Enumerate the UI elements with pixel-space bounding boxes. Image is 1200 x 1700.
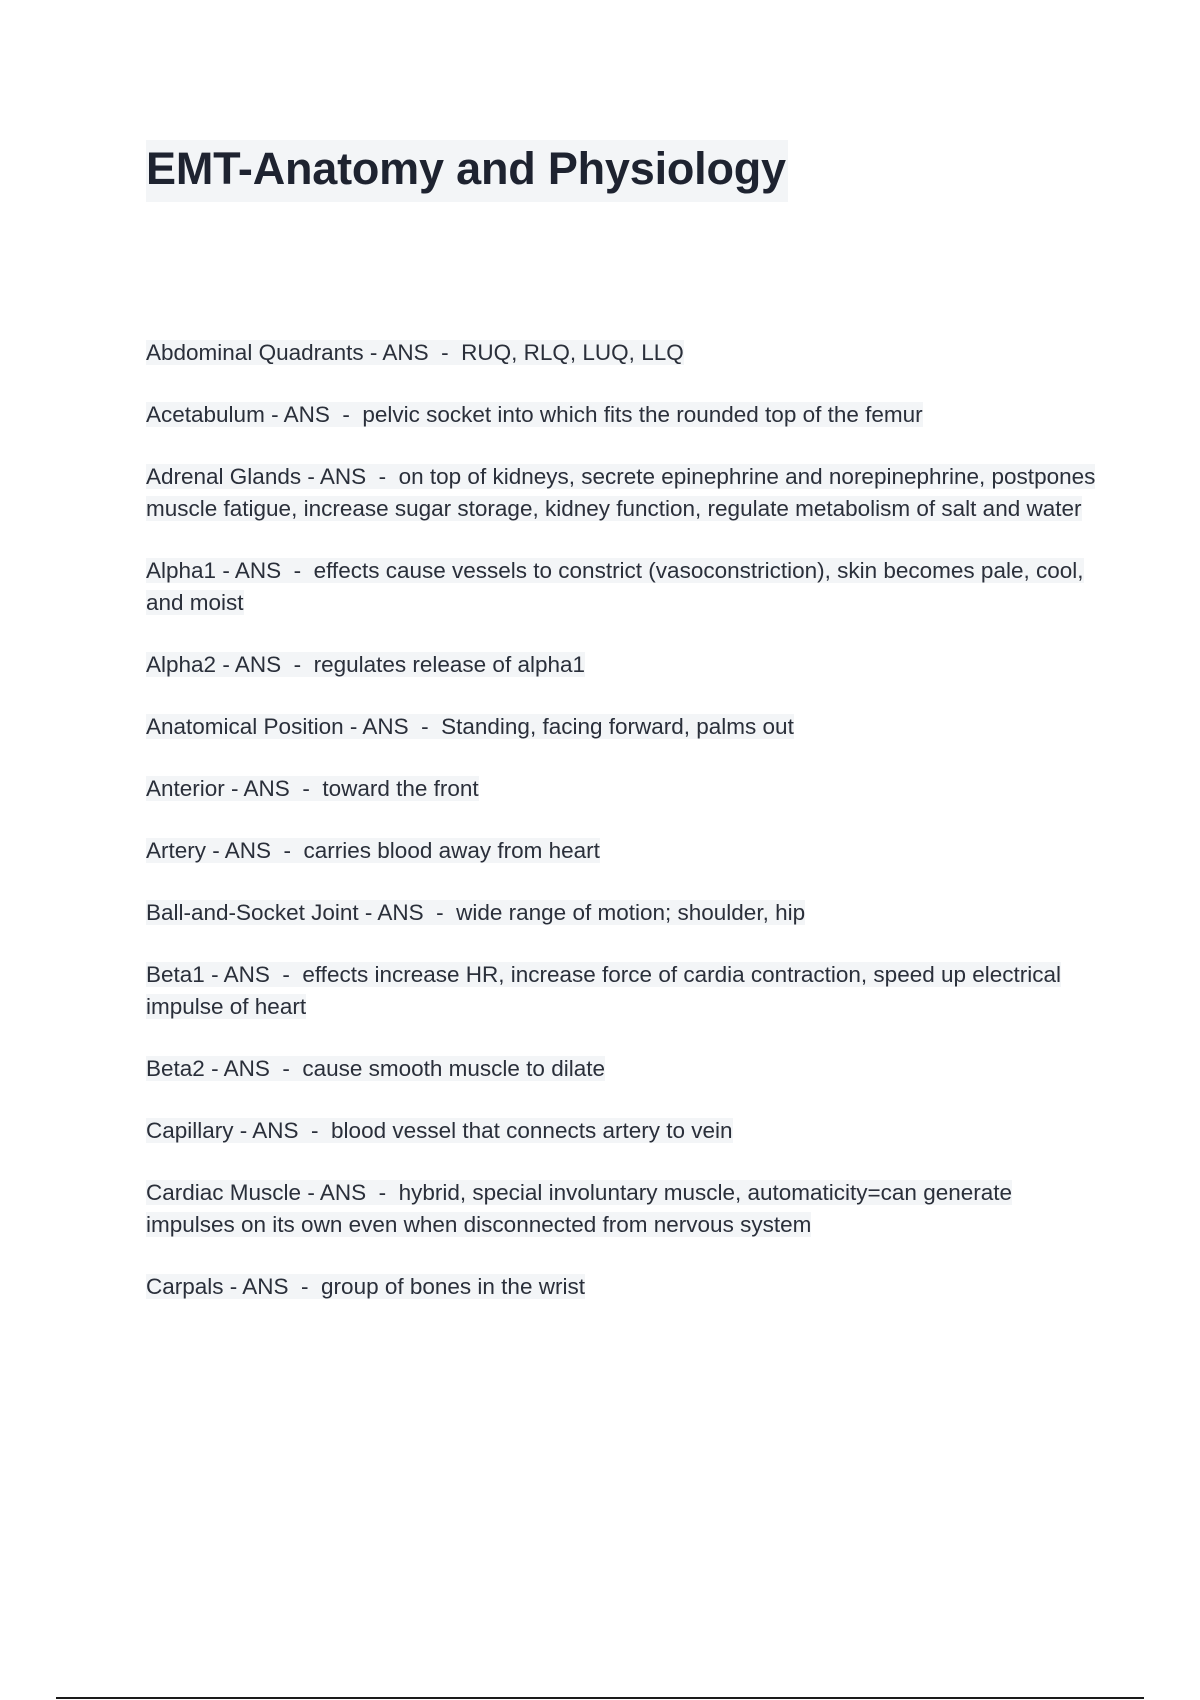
- list-item: [146, 773, 1096, 805]
- entry-definition: effects cause vessels to constrict (vasoconstriction), skin becomes pale, cool, and moist: [146, 558, 1084, 615]
- entry-definition: regulates release of alpha1: [313, 652, 586, 677]
- list-item: [146, 711, 1096, 743]
- entry-term: Anatomical Position: [146, 714, 344, 739]
- entry-definition: toward the front: [322, 776, 479, 801]
- list-item: [146, 897, 1096, 929]
- list-item: [146, 1053, 1096, 1085]
- list-item: [146, 1177, 1096, 1241]
- entry-separator: - ANS -: [343, 714, 442, 739]
- entry-term: Artery: [146, 838, 207, 863]
- list-item: [146, 337, 1096, 369]
- entry-term: Beta1: [146, 962, 205, 987]
- entry-definition: group of bones in the wrist: [321, 1274, 585, 1299]
- list-item: [146, 555, 1096, 619]
- entry-separator: - ANS -: [216, 558, 314, 583]
- entry-term: Carpals: [146, 1274, 224, 1299]
- entry-definition: on top of kidneys, secrete epinephrine and norepinephrine, postpones muscle fatigue, increase sugar storage, kidney function, regulate metabolism of salt and water: [146, 464, 1096, 521]
- entry-separator: - ANS -: [301, 1180, 399, 1205]
- list-item: [146, 1271, 1096, 1303]
- entry-definition: hybrid, special involuntary muscle, automaticity=can generate impulses on its own even when disconnected from nervous system: [146, 1180, 1013, 1237]
- list-item: [146, 399, 1096, 431]
- entry-separator: - ANS -: [224, 776, 323, 801]
- entry-term: Alpha2: [146, 652, 217, 677]
- page-title: EMT-Anatomy and Physiology: [146, 140, 788, 202]
- entry-separator: - ANS -: [233, 1118, 332, 1143]
- entry-definition: RUQ, RLQ, LUQ, LLQ: [461, 340, 684, 365]
- entry-term: Cardiac Muscle: [146, 1180, 302, 1205]
- entry-separator: - ANS -: [204, 962, 303, 987]
- entry-definition: effects increase HR, increase force of cardia contraction, speed up electrical impulse of heart: [146, 962, 1062, 1019]
- entry-definition: carries blood away from heart: [303, 838, 600, 863]
- entry-separator: - ANS -: [206, 838, 304, 863]
- entry-definition: cause smooth muscle to dilate: [302, 1056, 605, 1081]
- entry-term: Beta2: [146, 1056, 205, 1081]
- entry-separator: - ANS -: [358, 900, 457, 925]
- list-item: [146, 649, 1096, 681]
- list-item: [146, 1115, 1096, 1147]
- entry-definition: wide range of motion; shoulder, hip: [456, 900, 806, 925]
- list-item: [146, 959, 1096, 1023]
- entry-separator: - ANS -: [264, 402, 363, 427]
- entry-separator: - ANS -: [204, 1056, 303, 1081]
- footer-divider: [56, 1697, 1144, 1699]
- flashcard-list: [146, 337, 1096, 1333]
- entry-term: Ball-and-Socket Joint: [146, 900, 359, 925]
- list-item: [146, 835, 1096, 867]
- entry-term: Alpha1: [146, 558, 217, 583]
- entry-separator: - ANS -: [223, 1274, 322, 1299]
- entry-definition: pelvic socket into which fits the rounded top of the femur: [362, 402, 923, 427]
- list-item: [146, 461, 1096, 525]
- entry-definition: blood vessel that connects artery to vein: [331, 1118, 733, 1143]
- entry-term: Acetabulum: [146, 402, 265, 427]
- entry-separator: - ANS -: [363, 340, 462, 365]
- entry-separator: - ANS -: [216, 652, 314, 677]
- entry-term: Anterior: [146, 776, 225, 801]
- entry-term: Capillary: [146, 1118, 234, 1143]
- entry-separator: - ANS -: [301, 464, 399, 489]
- entry-term: Adrenal Glands: [146, 464, 302, 489]
- entry-definition: Standing, facing forward, palms out: [441, 714, 794, 739]
- entry-term: Abdominal Quadrants: [146, 340, 364, 365]
